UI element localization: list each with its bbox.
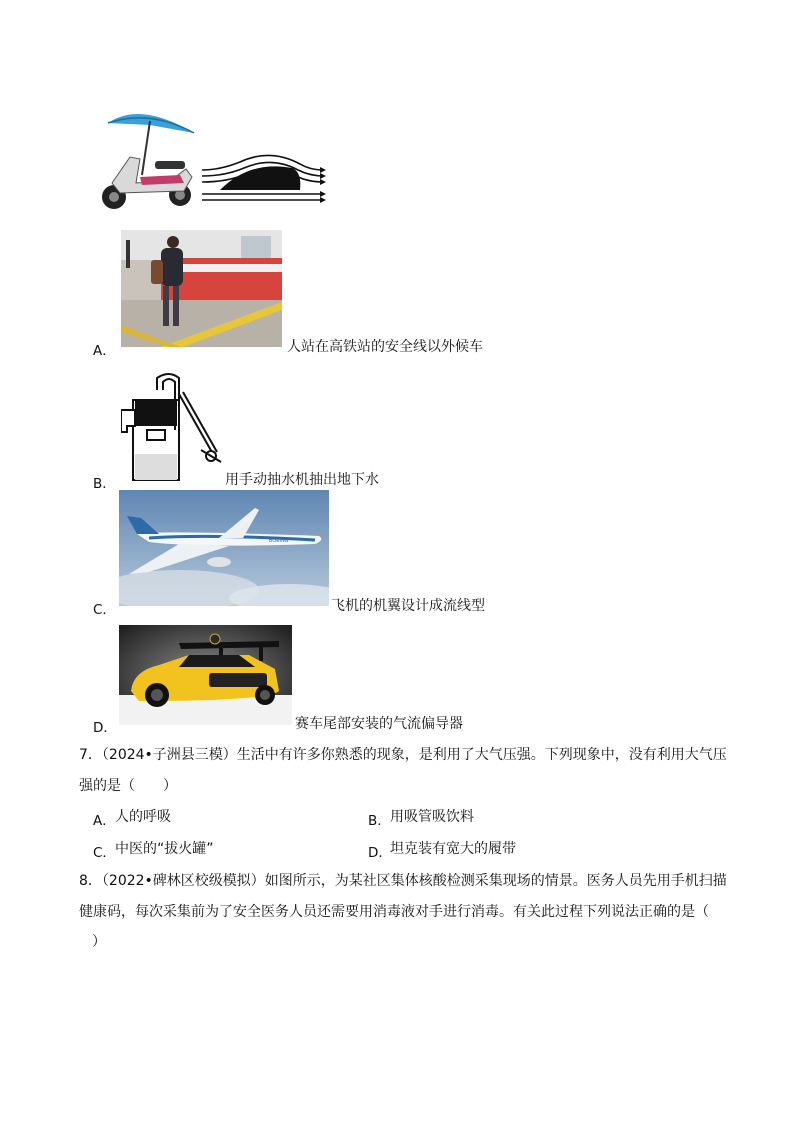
q8-stem-line1: 8．（2022•碑林区校级模拟）如图所示，为某社区集体核酸检测采集现场的情景。医务人员先用手机扫描 [79,873,727,889]
scooter-umbrella-illustration [100,103,200,213]
train-station-photo [121,230,282,347]
q7-option-c-text: 中医的“拔火罐” [115,841,214,857]
q8-stem-line3: ） [92,934,106,950]
q7-option-d-text: 坦克装有宽大的履带 [390,841,516,857]
option-a-text: 人站在高铁站的安全线以外候车 [287,339,483,355]
plane-logo-text: BOEING [269,538,289,544]
airplane-photo [119,490,329,606]
q7-option-a-text: 人的呼吸 [115,809,171,825]
option-d-text: 赛车尾部安装的气流偏导器 [295,716,463,732]
hand-pump-diagram [121,370,225,482]
q8-stem-line2: 健康码，每次采集前为了安全医务人员还需要用消毒液对手进行消毒。有关此过程下列说法正确的是（ [79,904,709,920]
race-car-photo [119,625,292,725]
option-c-letter: C． [93,602,116,618]
option-c-text: 飞机的机翼设计成流线型 [331,598,485,614]
q7-option-b-letter: B． [368,813,391,829]
q7-option-a-letter: A． [93,813,116,829]
q7-stem-line1: 7．（2024•子洲县三模）生活中有许多你熟悉的现象，是利用了大气压强。下列现象中，没有利用大气压 [79,747,727,763]
option-a-letter: A． [93,343,116,359]
q7-option-c-letter: C． [93,845,116,861]
q7-stem-line2: 强的是（ ） [79,778,177,794]
option-b-text: 用手动抽水机抽出地下水 [225,472,379,488]
option-d-letter: D． [93,720,117,736]
q7-option-b-text: 用吸管吸饮料 [390,809,474,825]
airfoil-streamline-diagram [200,150,326,205]
option-b-letter: B． [93,476,116,492]
q7-option-d-letter: D． [368,845,392,861]
